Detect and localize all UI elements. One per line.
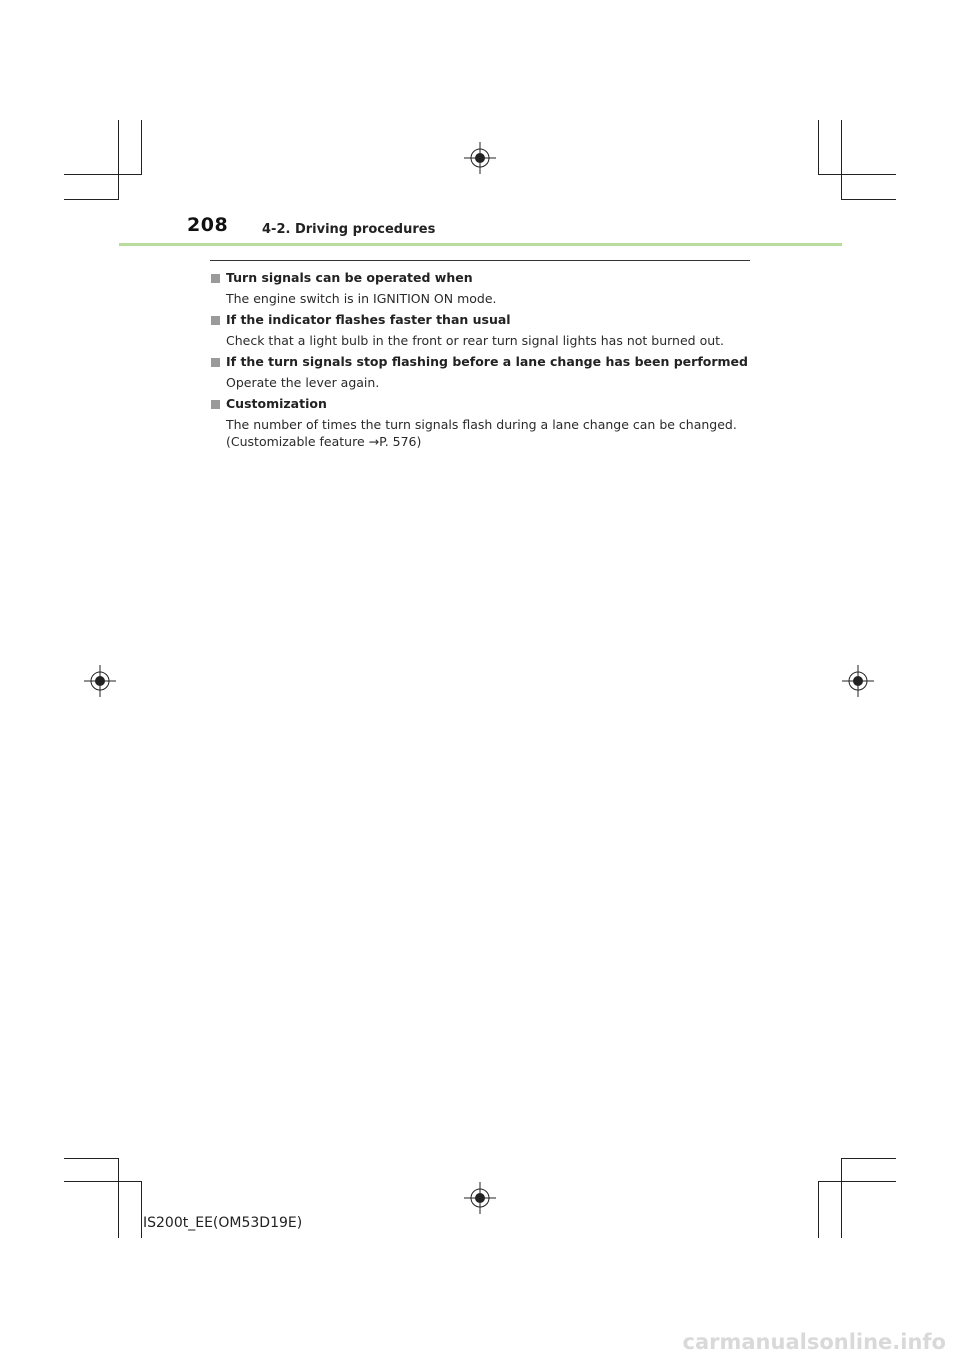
crosshair-target-icon [842, 665, 874, 697]
crosshair-target-icon [84, 665, 116, 697]
watermark: carmanualsonline.info [682, 1330, 946, 1354]
note-text: Operate the lever again. [226, 375, 380, 390]
note-body [211, 329, 771, 349]
header-rule [119, 243, 842, 246]
square-bullet-icon [211, 316, 220, 325]
note-item [211, 353, 771, 391]
note-text: Check that a light bulb in the front or rear turn signal lights has not burned out. [226, 333, 725, 348]
note-item [211, 269, 771, 307]
note-heading: If the indicator flashes faster than usual [226, 312, 511, 327]
note-heading: Turn signals can be operated when [226, 270, 473, 285]
note-item [211, 395, 771, 450]
note-body [211, 371, 771, 391]
square-bullet-icon [211, 274, 220, 283]
note-body [211, 413, 771, 450]
document-code: IS200t_EE(OM53D19E) [143, 1215, 303, 1231]
note-text: The number of times the turn signals flash during a lane change can be changed. [226, 417, 737, 432]
note-body [211, 287, 771, 307]
section-title: 4-2. Driving procedures [262, 222, 436, 237]
note-heading: If the turn signals stop flashing before a lane change has been performed [226, 354, 748, 369]
crosshair-target-icon [464, 1182, 496, 1214]
note-text: The engine switch is in IGNITION ON mode. [226, 291, 497, 306]
cross-reference-link[interactable]: (Customizable feature →P. 576) [226, 434, 422, 449]
page-number: 208 [187, 214, 229, 236]
square-bullet-icon [211, 358, 220, 367]
note-item [211, 311, 771, 349]
square-bullet-icon [211, 400, 220, 409]
crosshair-target-icon [464, 142, 496, 174]
notes-list [211, 269, 771, 454]
note-heading: Customization [226, 396, 327, 411]
content-divider [210, 260, 750, 261]
